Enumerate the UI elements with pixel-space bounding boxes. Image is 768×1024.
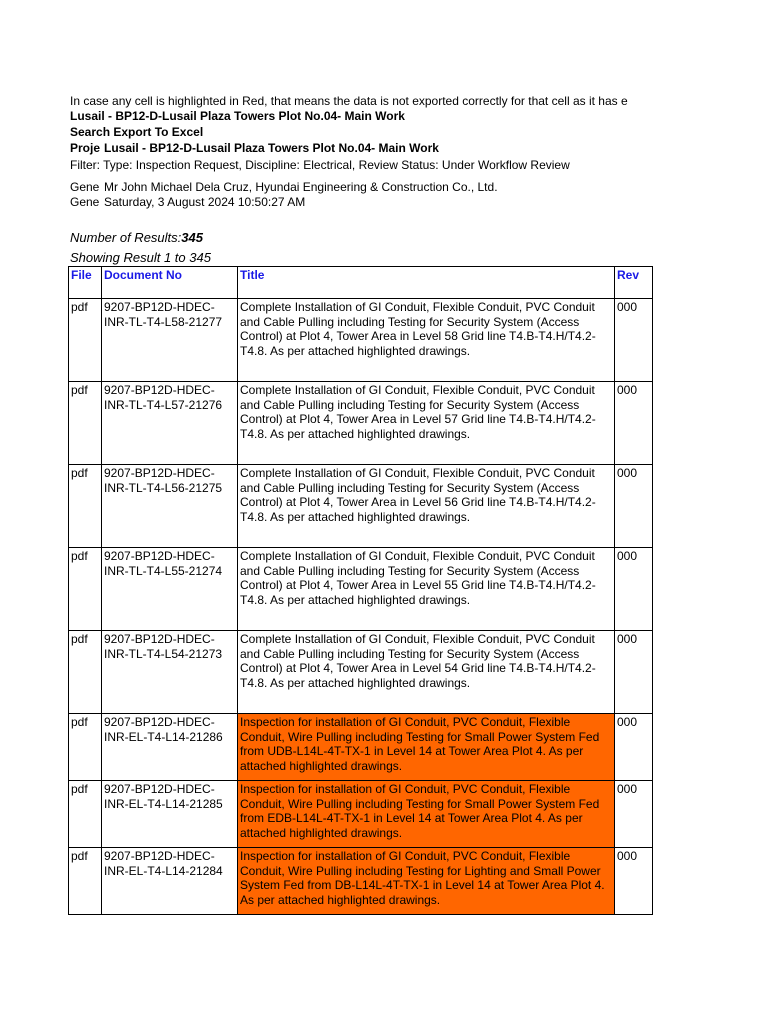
table-row — [69, 848, 653, 915]
results-label: Number of Results: — [70, 230, 182, 245]
header-file[interactable]: File — [69, 267, 102, 299]
header-document-no[interactable]: Document No — [102, 267, 238, 299]
cell-document-no: 9207-BP12D-HDEC-INR-TL-T4-L58-21277 — [102, 299, 238, 382]
cell-title: Complete Installation of GI Conduit, Flexible Conduit, PVC Conduit and Cable Pulling including Testing for Security System (Access Control) at Plot 4, Tower Area in Level 57 Grid line T4.B-T4.H/T4.2-T4.8. As per attached highlighted drawings. — [238, 382, 615, 465]
generated-on-value: Saturday, 3 August 2024 10:50:27 AM — [104, 195, 306, 209]
generated-by-row — [70, 180, 498, 195]
cell-document-no: 9207-BP12D-HDEC-INR-EL-T4-L14-21284 — [102, 848, 238, 915]
header-rev[interactable]: Rev — [615, 267, 653, 299]
cell-file[interactable]: pdf — [69, 631, 102, 714]
cell-rev: 000 — [615, 781, 653, 848]
notice-text: In case any cell is highlighted in Red, that means the data is not exported correctly for that cell as it has e — [70, 94, 628, 108]
cell-document-no: 9207-BP12D-HDEC-INR-TL-T4-L56-21275 — [102, 465, 238, 548]
cell-rev: 000 — [615, 548, 653, 631]
cell-rev: 000 — [615, 848, 653, 915]
cell-file[interactable]: pdf — [69, 781, 102, 848]
table-header-row — [69, 267, 653, 299]
cell-title-highlighted: Inspection for installation of GI Conduit, PVC Conduit, Flexible Conduit, Wire Pulling including Testing for Small Power System Fed from EDB-L14L-4T-TX-1 in Level 14 at Tower Area Plot 4. As per attached highlighted drawings. — [238, 781, 615, 848]
cell-file[interactable]: pdf — [69, 548, 102, 631]
generated-on-label: Gene — [70, 195, 100, 209]
results-table — [68, 266, 653, 915]
cell-document-no: 9207-BP12D-HDEC-INR-EL-T4-L14-21286 — [102, 714, 238, 781]
cell-document-no: 9207-BP12D-HDEC-INR-TL-T4-L55-21274 — [102, 548, 238, 631]
header-title[interactable]: Title — [238, 267, 615, 299]
cell-title-highlighted: Inspection for installation of GI Conduit, PVC Conduit, Flexible Conduit, Wire Pulling including Testing for Lighting and Small Power System Fed from DB-L14L-4T-TX-1 in Level 14 at Tower Area Plot 4. As per attached highlighted drawings. — [238, 848, 615, 915]
export-title: Search Export To Excel — [70, 125, 204, 139]
generated-by-value: Mr John Michael Dela Cruz, Hyundai Engineering & Construction Co., Ltd. — [104, 180, 498, 194]
showing-results: Showing Result 1 to 345 — [70, 250, 211, 265]
cell-rev: 000 — [615, 299, 653, 382]
project-heading: Lusail - BP12-D-Lusail Plaza Towers Plot No.04- Main Work — [70, 109, 405, 123]
table-row — [69, 382, 653, 465]
cell-title: Complete Installation of GI Conduit, Flexible Conduit, PVC Conduit and Cable Pulling including Testing for Security System (Access Control) at Plot 4, Tower Area in Level 56 Grid line T4.B-T4.H/T4.2-T4.8. As per attached highlighted drawings. — [238, 465, 615, 548]
cell-rev: 000 — [615, 631, 653, 714]
cell-title: Complete Installation of GI Conduit, Flexible Conduit, PVC Conduit and Cable Pulling including Testing for Security System (Access Control) at Plot 4, Tower Area in Level 58 Grid line T4.B-T4.H/T4.2-T4.8. As per attached highlighted drawings. — [238, 299, 615, 382]
cell-document-no: 9207-BP12D-HDEC-INR-TL-T4-L57-21276 — [102, 382, 238, 465]
table-row — [69, 714, 653, 781]
project-label: Proje — [70, 141, 101, 155]
project-value: Lusail - BP12-D-Lusail Plaza Towers Plot No.04- Main Work — [104, 141, 439, 155]
generated-by-label: Gene — [70, 180, 100, 194]
cell-document-no: 9207-BP12D-HDEC-INR-TL-T4-L54-21273 — [102, 631, 238, 714]
table-row — [69, 299, 653, 382]
cell-title: Complete Installation of GI Conduit, Flexible Conduit, PVC Conduit and Cable Pulling including Testing for Security System (Access Control) at Plot 4, Tower Area in Level 55 Grid line T4.B-T4.H/T4.2-T4.8. As per attached highlighted drawings. — [238, 548, 615, 631]
cell-title: Complete Installation of GI Conduit, Flexible Conduit, PVC Conduit and Cable Pulling including Testing for Security System (Access Control) at Plot 4, Tower Area in Level 54 Grid line T4.B-T4.H/T4.2-T4.8. As per attached highlighted drawings. — [238, 631, 615, 714]
cell-rev: 000 — [615, 382, 653, 465]
table-row — [69, 631, 653, 714]
results-count-line — [70, 230, 203, 245]
table-row — [69, 781, 653, 848]
generated-on-row — [70, 195, 305, 210]
cell-file[interactable]: pdf — [69, 299, 102, 382]
project-row — [70, 141, 439, 156]
table-row — [69, 465, 653, 548]
cell-document-no: 9207-BP12D-HDEC-INR-EL-T4-L14-21285 — [102, 781, 238, 848]
results-count: 345 — [181, 230, 203, 245]
cell-rev: 000 — [615, 714, 653, 781]
cell-file[interactable]: pdf — [69, 382, 102, 465]
cell-file[interactable]: pdf — [69, 465, 102, 548]
filter-text: Filter: Type: Inspection Request, Discipline: Electrical, Review Status: Under Workflow Review — [70, 158, 570, 172]
table-row — [69, 548, 653, 631]
cell-file[interactable]: pdf — [69, 848, 102, 915]
cell-file[interactable]: pdf — [69, 714, 102, 781]
cell-title-highlighted: Inspection for installation of GI Conduit, PVC Conduit, Flexible Conduit, Wire Pulling including Testing for Small Power System Fed from UDB-L14L-4T-TX-1 in Level 14 at Tower Area Plot 4. As per attached highlighted drawings. — [238, 714, 615, 781]
cell-rev: 000 — [615, 465, 653, 548]
